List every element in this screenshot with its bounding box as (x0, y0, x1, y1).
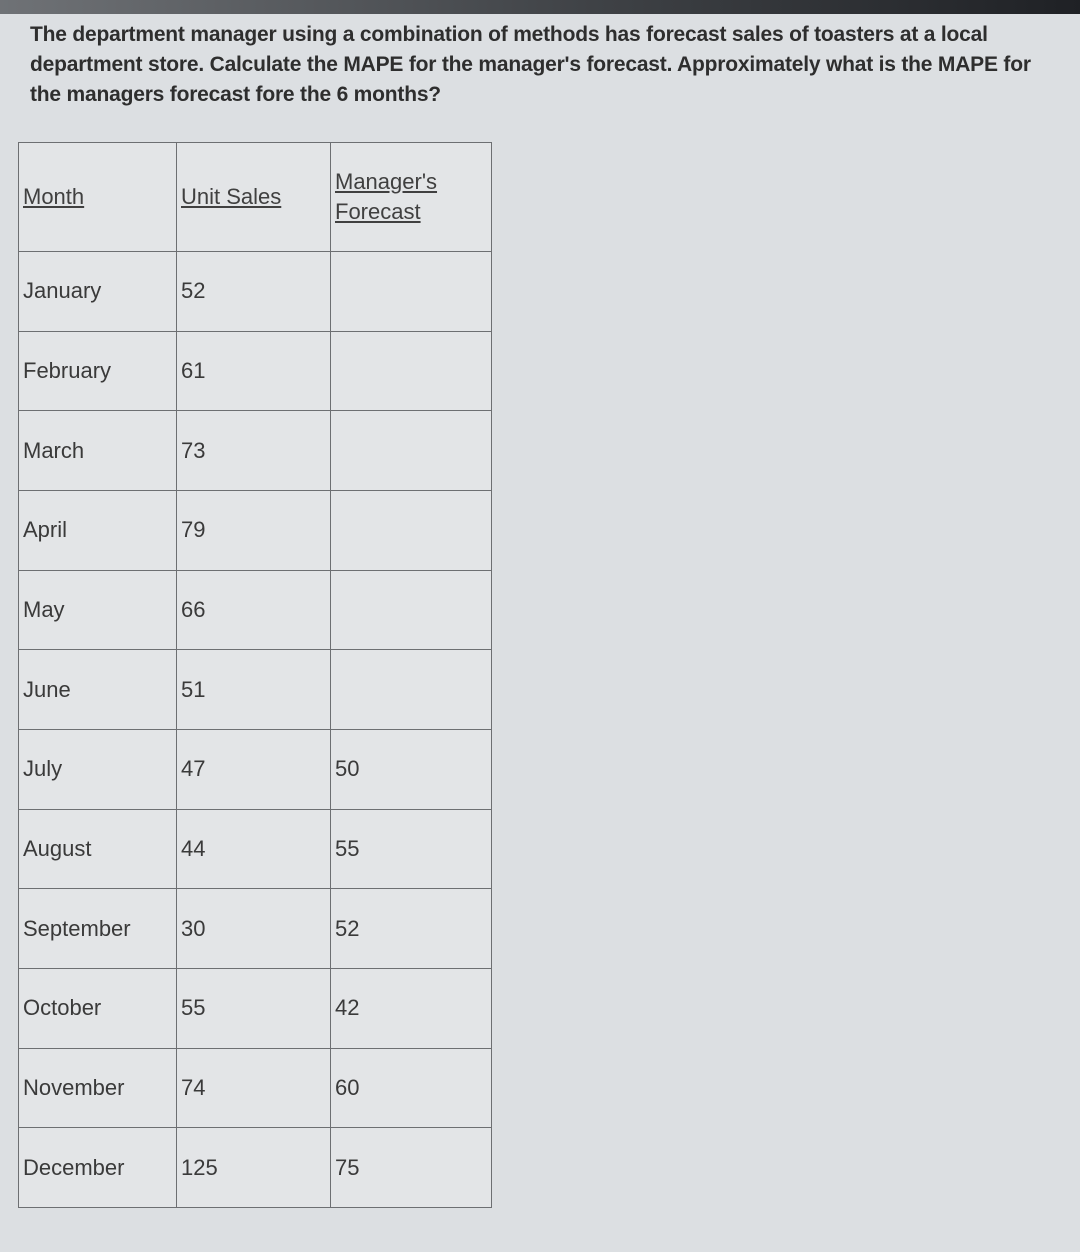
header-managers-forecast: Manager's Forecast (331, 143, 492, 252)
forecast-cell (331, 411, 492, 491)
month-cell: March (19, 411, 177, 491)
forecast-cell (331, 490, 492, 570)
table-header-row (19, 143, 492, 252)
month-cell: August (19, 809, 177, 889)
month-cell: June (19, 650, 177, 730)
forecast-cell (331, 570, 492, 650)
forecast-cell: 55 (331, 809, 492, 889)
unit-sales-cell: 79 (177, 490, 331, 570)
table-row (19, 490, 492, 570)
unit-sales-cell: 125 (177, 1128, 331, 1208)
table-row (19, 411, 492, 491)
table-row (19, 809, 492, 889)
table-row (19, 252, 492, 332)
table-row (19, 1048, 492, 1128)
forecast-cell: 42 (331, 968, 492, 1048)
unit-sales-cell: 44 (177, 809, 331, 889)
month-cell: November (19, 1048, 177, 1128)
unit-sales-cell: 73 (177, 411, 331, 491)
month-cell: February (19, 331, 177, 411)
forecast-cell (331, 331, 492, 411)
table-body (19, 252, 492, 1208)
unit-sales-cell: 66 (177, 570, 331, 650)
header-month: Month (19, 143, 177, 252)
screen-top-edge (0, 0, 1080, 14)
month-cell: December (19, 1128, 177, 1208)
forecast-cell (331, 252, 492, 332)
month-cell: July (19, 729, 177, 809)
month-cell: April (19, 490, 177, 570)
sales-forecast-table (18, 142, 492, 1208)
month-cell: January (19, 252, 177, 332)
question-text: The department manager using a combination of methods has forecast sales of toasters at a local department store. Calculate the MAPE for the manager's forecast. Approximately what is the MAPE for the managers forecast fore the 6 months? (30, 23, 1031, 106)
table-row (19, 331, 492, 411)
month-cell: May (19, 570, 177, 650)
unit-sales-cell: 55 (177, 968, 331, 1048)
month-cell: October (19, 968, 177, 1048)
forecast-cell: 52 (331, 889, 492, 969)
forecast-cell (331, 650, 492, 730)
table-row (19, 729, 492, 809)
table-row (19, 968, 492, 1048)
unit-sales-cell: 61 (177, 331, 331, 411)
unit-sales-cell: 47 (177, 729, 331, 809)
table-row (19, 650, 492, 730)
unit-sales-cell: 52 (177, 252, 331, 332)
unit-sales-cell: 51 (177, 650, 331, 730)
table-row (19, 570, 492, 650)
month-cell: September (19, 889, 177, 969)
unit-sales-cell: 74 (177, 1048, 331, 1128)
unit-sales-cell: 30 (177, 889, 331, 969)
table-row (19, 1128, 492, 1208)
table-row (19, 889, 492, 969)
header-unit-sales: Unit Sales (177, 143, 331, 252)
forecast-cell: 50 (331, 729, 492, 809)
forecast-cell: 60 (331, 1048, 492, 1128)
forecast-cell: 75 (331, 1128, 492, 1208)
